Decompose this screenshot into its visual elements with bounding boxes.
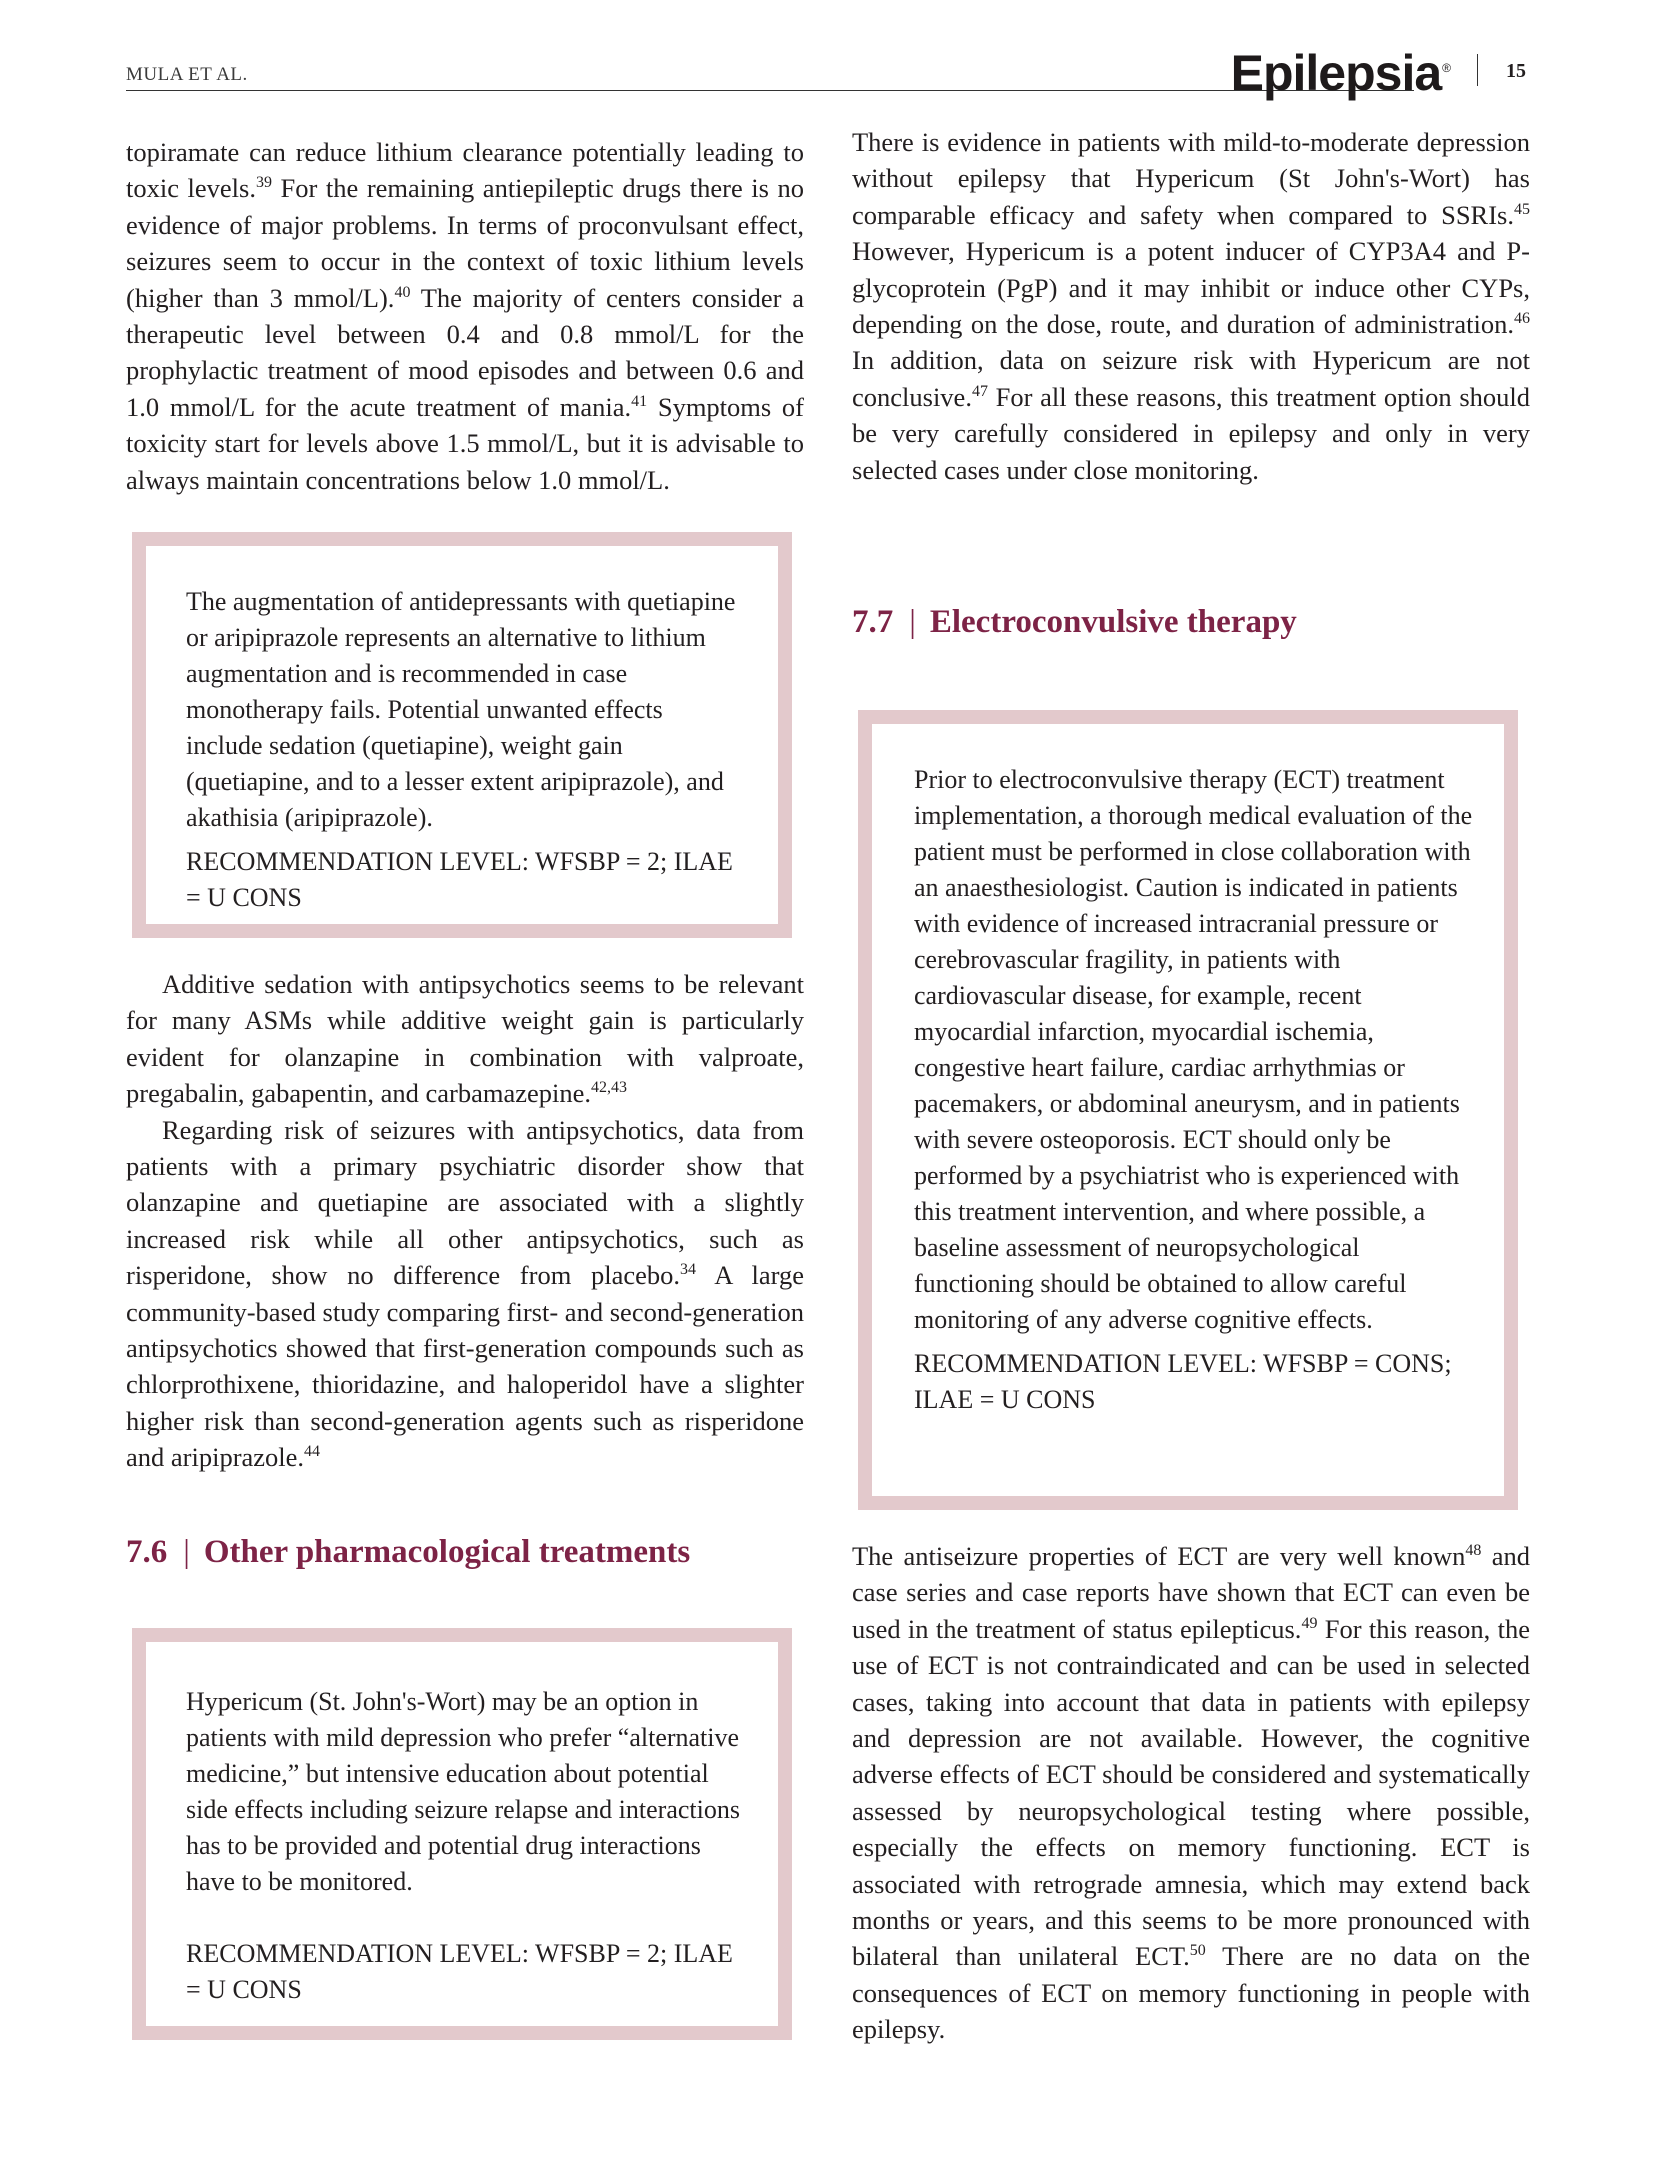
citation-ref[interactable]: 40 — [394, 283, 411, 301]
section-title: Other pharmacological treatments — [203, 1534, 691, 1570]
section-title: Electroconvulsive therapy — [929, 604, 1297, 640]
citation-ref[interactable]: 49 — [1301, 1614, 1318, 1632]
section-number: 7.7 — [852, 604, 894, 640]
recommendation-box — [132, 1628, 792, 2040]
box-text: Hypericum (St. John's-Wort) may be an option in patients with mild depression who prefer “alternative medicine,” but intensive education about potential side effects including seizure relapse and interactions has to be provided and potential drug interactions have to be monitored. — [186, 1687, 740, 1896]
citation-ref[interactable]: 34 — [680, 1261, 696, 1279]
text-run: There are no data on the consequences of ECT on memory functioning in people with epilepsy. — [852, 1941, 1530, 2045]
right-column-bottom — [852, 1538, 1530, 2048]
citation-ref[interactable]: 44 — [304, 1443, 321, 1461]
heading-separator: | — [183, 1534, 190, 1570]
journal-name: Epilepsia — [1230, 45, 1442, 101]
header-divider — [1477, 54, 1478, 86]
recommendation-box — [132, 532, 792, 938]
recommendation-level: RECOMMENDATION LEVEL: WFSBP = CONS; ILAE = U CONS — [914, 1349, 1452, 1414]
paragraph — [852, 124, 1530, 488]
heading-separator: | — [909, 604, 916, 640]
text-run: For the remaining antiepileptic drugs there is no evidence of major problems. In terms of proconvulsant effect, seizures seem to occur in the context of toxic lithium levels (higher than 3 mmol/L). — [126, 173, 804, 313]
section-heading — [852, 606, 1297, 639]
citation-ref[interactable]: 42,43 — [591, 1079, 627, 1097]
text-run: topiramate can reduce lithium clearance potentially leading to toxic levels. — [126, 137, 804, 204]
citation-ref[interactable]: 45 — [1514, 200, 1530, 218]
citation-ref[interactable]: 46 — [1514, 310, 1530, 328]
paragraph — [126, 1112, 804, 1476]
text-run: Symptoms of toxicity start for levels above 1.5 mmol/L, but it is advisable to always maintain concentrations below 1.0 mmol/L. — [126, 391, 804, 495]
left-column-top — [126, 134, 804, 498]
text-run: Additive sedation with antipsychotics seems to be relevant for many ASMs while additive weight gain is particularly evident for olanzapine in combination with valproate, pregabalin, gabapentin, and carbamazepine. — [126, 969, 804, 1109]
text-run: There is evidence in patients with mild-to-moderate depression without epilepsy that Hypericum (St John's-Wort) has comparable efficacy and safety when compared to SSRIs. — [852, 127, 1530, 230]
citation-ref[interactable]: 47 — [971, 382, 988, 400]
recommendation-level: RECOMMENDATION LEVEL: WFSBP = 2; ILAE = U CONS — [186, 1939, 733, 2004]
running-header — [126, 45, 1526, 101]
text-run: The majority of centers consider a therapeutic level between 0.4 and 0.8 mmol/L for the prophylactic treatment of mood episodes and between 0.6 and 1.0 mmol/L for the acute treatment of mania. — [126, 282, 804, 422]
citation-ref[interactable]: 50 — [1189, 1942, 1206, 1960]
text-run: A large community-based study comparing first- and second-generation antipsychotics showed that first-generation compounds such as chlorprothixene, thioridazine, and haloperidol have a slighter higher risk than second-generation agents such as risperidone and aripiprazole. — [126, 1260, 804, 1473]
citation-ref[interactable]: 39 — [255, 174, 272, 192]
page-number: 15 — [1506, 60, 1526, 82]
paragraph — [852, 1538, 1530, 2048]
running-authors: MULA ET AL. — [126, 64, 248, 85]
citation-ref[interactable]: 48 — [1465, 1542, 1482, 1559]
section-number: 7.6 — [126, 1534, 168, 1570]
paragraph — [126, 134, 804, 498]
text-run: The antiseizure properties of ECT are very well known — [852, 1541, 1466, 1571]
section-heading — [126, 1536, 690, 1569]
left-column-mid — [126, 966, 804, 1476]
text-run: and case series and case reports have shown that ECT can even be used in the treatment of status epilepticus. — [852, 1541, 1530, 1644]
right-column-top — [852, 124, 1530, 488]
box-text: Prior to electroconvulsive therapy (ECT) treatment implementation, a thorough medical evaluation of the patient must be performed in close collaboration with an anaesthesiologist. Caution is indicated in patients with evidence of increased intracranial pressure or cerebrovascular fragility, in patients with cardiovascular disease, for example, recent myocardial infarction, myocardial ischemia, congestive heart failure, cardiac arrhythmias or pacemakers, or abdominal aneurysm, and in patients with severe osteoporosis. ECT should only be performed by a psychiatrist who is experienced with this treatment intervention, and where possible, a baseline assessment of neuropsychological functioning should be obtained to allow careful monitoring of any adverse cognitive effects. — [914, 765, 1473, 1334]
text-run: For all these reasons, this treatment option should be very carefully considered in epilepsy and only in very selected cases under close monitoring. — [852, 381, 1530, 485]
box-text: The augmentation of antidepressants with quetiapine or aripiprazole represents an alternative to lithium augmentation and is recommended in case monotherapy fails. Potential unwanted effects include sedation (quetiapine), weight gain (quetiapine, and to a lesser extent aripiprazole), and akathisia (aripiprazole). — [186, 587, 736, 832]
journal-logo — [1230, 45, 1450, 101]
recommendation-level: RECOMMENDATION LEVEL: WFSBP = 2; ILAE = U CONS — [186, 847, 733, 912]
registered-mark: ® — [1442, 61, 1450, 76]
text-run: In addition, data on seizure risk with Hypericum are not conclusive. — [852, 345, 1530, 412]
text-run: Regarding risk of seizures with antipsychotics, data from patients with a primary psychiatric disorder show that olanzapine and quetiapine are associated with a slightly increased risk while all other antipsychotics, such as risperidone, show no difference from placebo. — [126, 1114, 804, 1291]
citation-ref[interactable]: 41 — [631, 392, 648, 410]
text-run: For this reason, the use of ECT is not contraindicated and can be used in selected cases, taking into account that data in patients with epilepsy and depression are not available. However, the cognitive adverse effects of ECT should be considered and systematically assessed by neuropsychological testing where possible, especially the effects on memory functioning. ECT is associated with retrograde amnesia, which may extend back months or years, and this seems to be more pronounced with bilateral than unilateral ECT. — [852, 1613, 1530, 1972]
recommendation-box — [858, 710, 1518, 1510]
header-rule — [126, 90, 1414, 91]
text-run: However, Hypericum is a potent inducer of CYP3A4 and P-glycoprotein (PgP) and it may inhibit or induce other CYPs, depending on the dose, route, and duration of administration. — [852, 236, 1530, 340]
paragraph — [126, 966, 804, 1112]
